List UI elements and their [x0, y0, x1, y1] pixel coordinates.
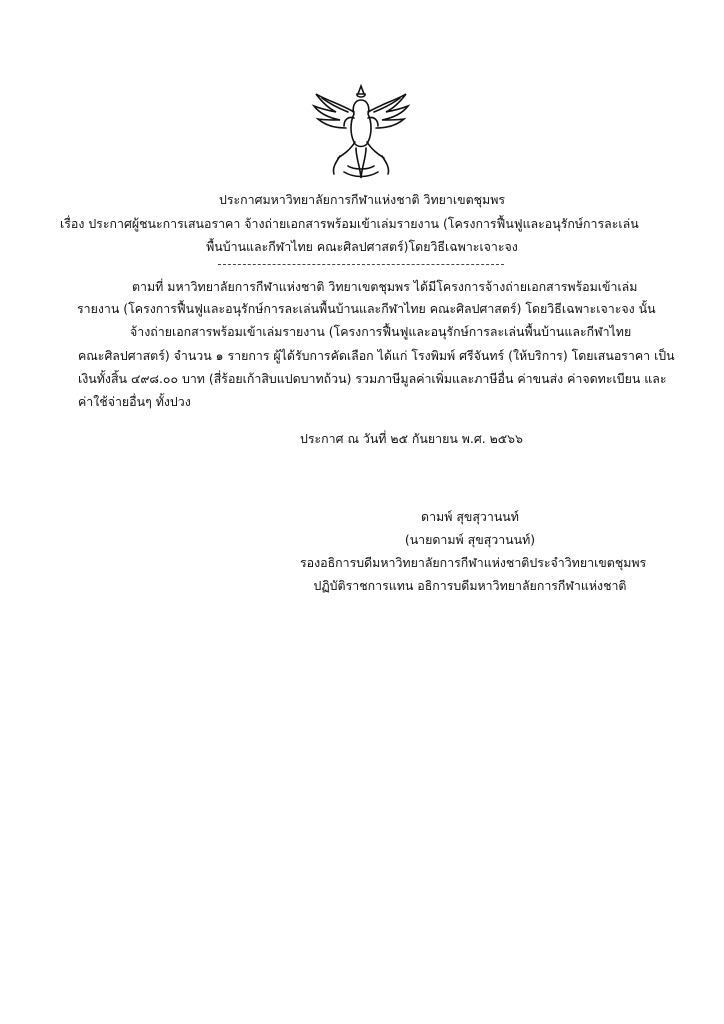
signature-position-2: ปฏิบัติราชการแทน อธิการบดีมหาวิทยาลัยการกีฬาแห่งชาติ — [313, 578, 627, 593]
signature-full-name: (นายดามพ์ สุขสุวานนท์) — [404, 532, 536, 547]
document-title: ประกาศมหาวิทยาลัยการกีฬาแห่งชาติ วิทยาเขตชุมพร — [218, 192, 506, 207]
paragraph-1-line-2: รายงาน (โครงการฟื้นฟูและอนุรักษ์การละเล่นพื้นบ้านและกีฬาไทย คณะศิลปศาสตร์) โดยวิธีเฉพาะเจาะจง นั้น — [77, 301, 656, 316]
paragraph-2-line-1: จ้างถ่ายเอกสารพร้อมเข้าเล่มรายงาน (โครงการฟื้นฟูและอนุรักษ์การละเล่นพื้นบ้านและกีฬาไทย — [130, 324, 632, 339]
paragraph-2-line-4: ค่าใช้จ่ายอื่นๆ ทั้งปวง — [78, 394, 191, 409]
announcement-date: ประกาศ ณ วันที่ ๒๕ กันยายน พ.ศ. ๒๕๖๖ — [300, 431, 523, 446]
signature-position-1: รองอธิการบดีมหาวิทยาลัยการกีฬาแห่งชาติประจำวิทยาเขตชุมพร — [300, 555, 647, 570]
paragraph-2-line-3: เงินทั้งสิ้น ๔๙๘.๐๐ บาท (สี่ร้อยเก้าสิบแปดบาทถ้วน) รวมภาษีมูลค่าเพิ่มและภาษีอื่น ค่าขนส่ง ค่าจดทะเบียน และ — [78, 371, 667, 386]
garuda-emblem-icon — [310, 82, 412, 182]
subject-line-2: พื้นบ้านและกีฬาไทย คณะศิลปศาสตร์)โดยวิธีเฉพาะเจาะจง — [206, 239, 518, 254]
paragraph-2-line-2: คณะศิลปศาสตร์) จำนวน ๑ รายการ ผู้ได้รับการคัดเลือก ได้แก่ โรงพิมพ์ ศรีจันทร์ (ให้บริการ) โดยเสนอราคา เป็น — [78, 348, 675, 363]
title-divider — [218, 264, 504, 265]
subject-line-1: เรื่อง ประกาศผู้ชนะการเสนอราคา จ้างถ่ายเอกสารพร้อมเข้าเล่มรายงาน (โครงการฟื้นฟูและอนุรักษ์การละเล่น — [60, 216, 639, 231]
paragraph-1-line-1: ตามที่ มหาวิทยาลัยการกีฬาแห่งชาติ วิทยาเขตชุมพร ได้มีโครงการจ้างถ่ายเอกสารพร้อมเข้าเล่ม — [132, 279, 638, 294]
signature-name: ดามพ์ สุขสุวานนท์ — [421, 509, 519, 524]
